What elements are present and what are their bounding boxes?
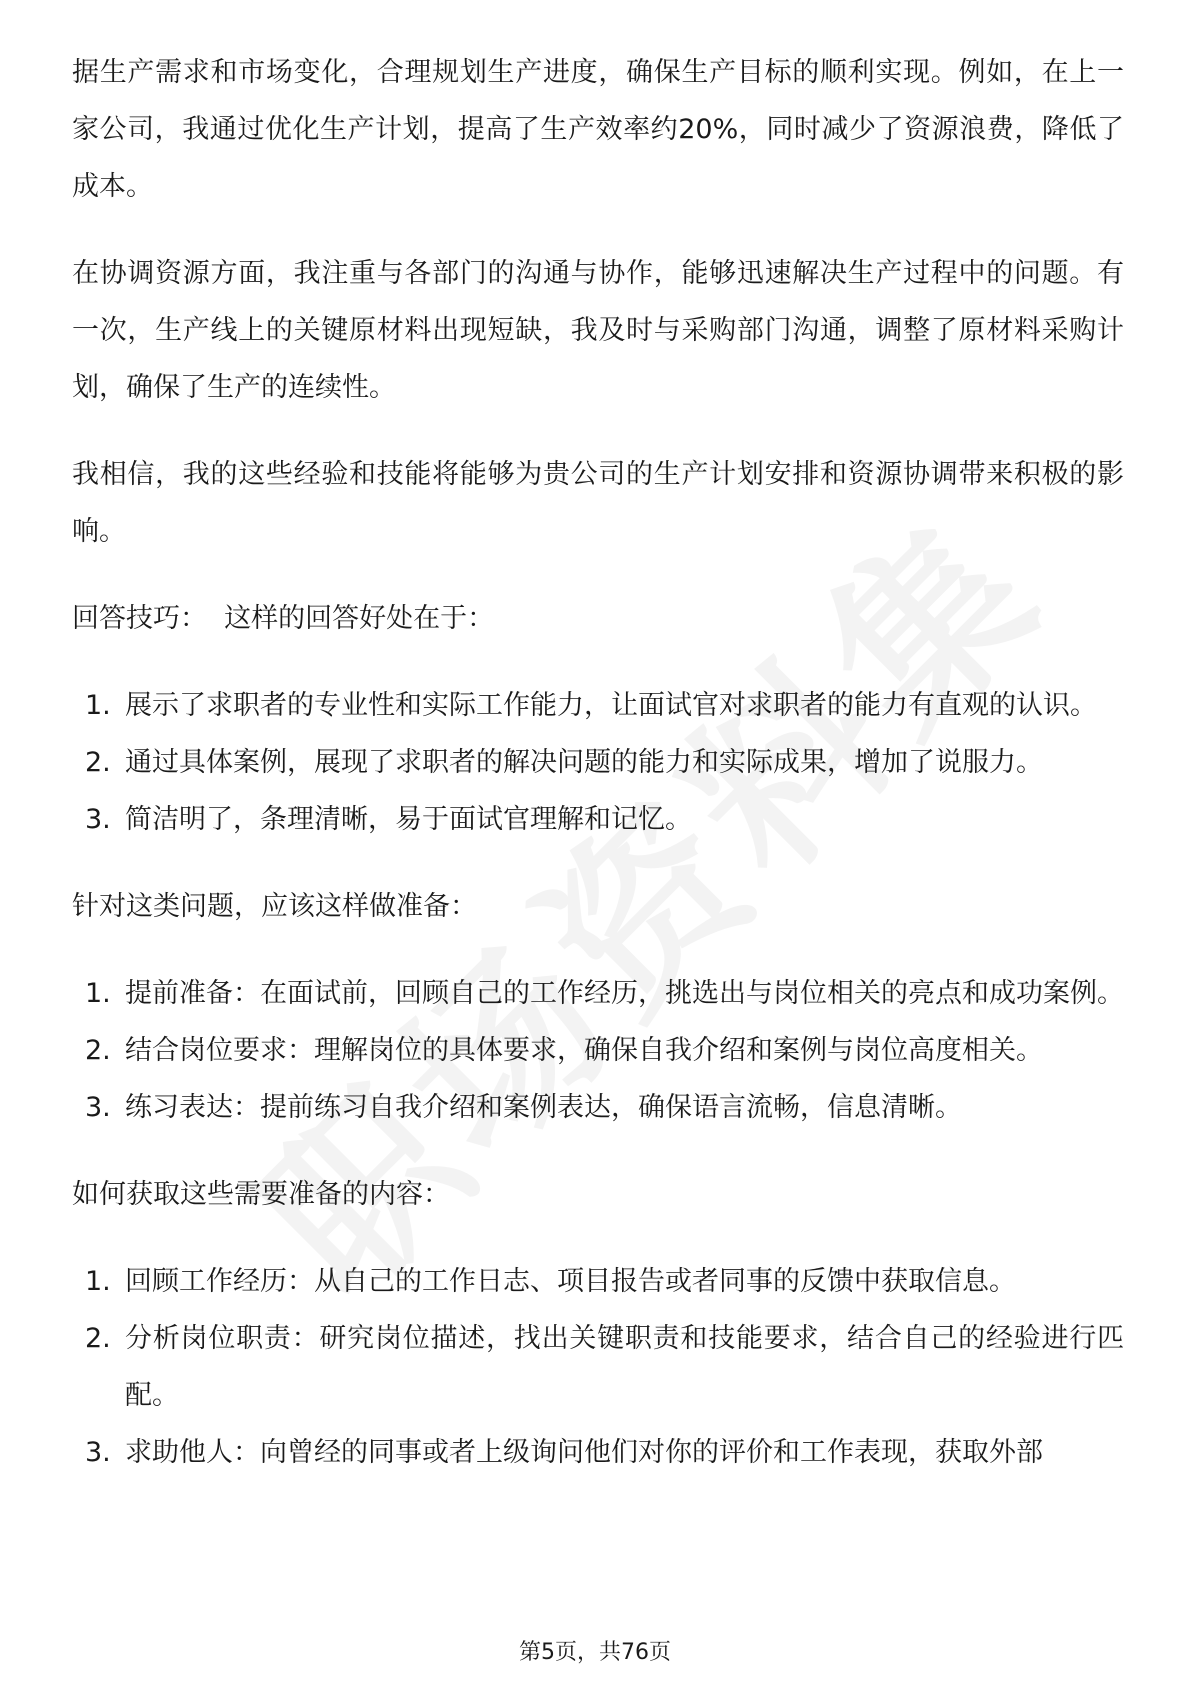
list-item-text: 结合岗位要求：理解岗位的具体要求，确保自我介绍和案例与岗位高度相关。 [125, 1035, 1043, 1066]
list-item [72, 791, 1124, 848]
list-item [72, 1079, 1124, 1136]
list-item-text: 展示了求职者的专业性和实际工作能力，让面试官对求职者的能力有直观的认识。 [125, 690, 1097, 721]
list-item-text: 通过具体案例，展现了求职者的解决问题的能力和实际成果，增加了说服力。 [125, 747, 1043, 778]
list-number: 3. [85, 804, 111, 835]
list-number: 1. [85, 690, 111, 721]
list-item [72, 1022, 1124, 1079]
paragraph-conclusion: 我相信，我的这些经验和技能将能够为贵公司的生产计划安排和资源协调带来积极的影响。 [72, 459, 1124, 547]
list-item [72, 734, 1124, 791]
list-item-text: 分析岗位职责：研究岗位描述，找出关键职责和技能要求，结合自己的经验进行匹配。 [125, 1323, 1124, 1411]
list-item-text: 回顾工作经历：从自己的工作日志、项目报告或者同事的反馈中获取信息。 [125, 1266, 1016, 1297]
list-item-text: 提前准备：在面试前，回顾自己的工作经历，挑选出与岗位相关的亮点和成功案例。 [125, 978, 1124, 1009]
list-number: 2. [85, 747, 111, 778]
list-item [72, 677, 1124, 734]
list-item [72, 1310, 1124, 1424]
list-number: 2. [85, 1323, 111, 1354]
prep-list [72, 965, 1124, 1136]
tips-heading: 回答技巧： 这样的回答好处在于： [72, 603, 495, 634]
list-number: 1. [85, 1266, 111, 1297]
obtain-list [72, 1253, 1124, 1481]
list-number: 1. [85, 978, 111, 1009]
prep-heading: 针对这类问题，应该这样做准备： [72, 891, 477, 922]
obtain-heading: 如何获取这些需要准备的内容： [72, 1179, 450, 1210]
list-item [72, 1253, 1124, 1310]
list-number: 3. [85, 1437, 111, 1468]
tips-list [72, 677, 1124, 848]
page-number-footer: 第5页，共76页 [519, 1640, 671, 1665]
list-item [72, 965, 1124, 1022]
list-number: 2. [85, 1035, 111, 1066]
list-number: 3. [85, 1092, 111, 1123]
document-body [72, 44, 1124, 1511]
list-item-text: 练习表达：提前练习自我介绍和案例表达，确保语言流畅，信息清晰。 [125, 1092, 962, 1123]
list-item [72, 1424, 1124, 1481]
list-item-text: 简洁明了，条理清晰，易于面试官理解和记忆。 [125, 804, 692, 835]
list-item-text: 求助他人：向曾经的同事或者上级询问他们对你的评价和工作表现，获取外部 [125, 1437, 1043, 1468]
paragraph-coordination: 在协调资源方面，我注重与各部门的沟通与协作，能够迅速解决生产过程中的问题。有一次，生产线上的关键原材料出现短缺，我及时与采购部门沟通，调整了原材料采购计划，确保了生产的连续性。 [72, 258, 1124, 403]
paragraph-planning: 据生产需求和市场变化，合理规划生产进度，确保生产目标的顺利实现。例如，在上一家公司，我通过优化生产计划，提高了生产效率约20%，同时减少了资源浪费，降低了成本。 [72, 57, 1124, 202]
